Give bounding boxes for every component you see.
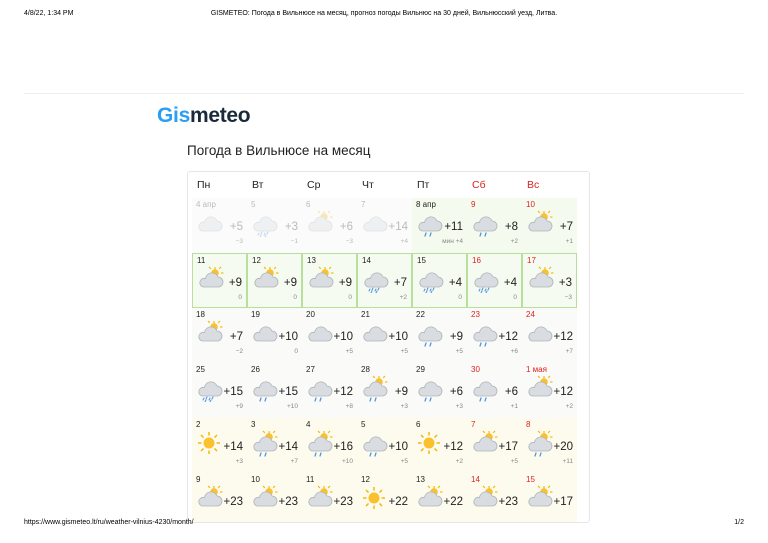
temp-max: +23	[333, 496, 353, 508]
day-cell[interactable]	[412, 363, 467, 418]
print-header	[24, 10, 744, 22]
temp-max: +9	[338, 277, 352, 289]
cloud-rain-icon	[305, 374, 333, 402]
day-cell[interactable]	[192, 253, 247, 308]
cloud-snow-icon	[471, 265, 499, 293]
cloud-snow-icon	[250, 209, 278, 237]
day-cell[interactable]	[302, 363, 357, 418]
weekday-label: Пн	[197, 179, 211, 191]
cloud-rain-icon	[470, 319, 498, 347]
weekday-label: Сб	[472, 179, 486, 191]
temp-max: +14	[223, 441, 243, 453]
sun-cloud-rain-icon	[525, 429, 553, 457]
cloud-rain-icon	[470, 374, 498, 402]
temp-min: −2	[235, 348, 243, 355]
weekday-label: Чт	[362, 179, 374, 191]
day-number: 23	[471, 310, 480, 319]
temp-min: +5	[400, 348, 408, 355]
day-number: 15	[417, 256, 426, 265]
temp-max: +3	[558, 277, 572, 289]
day-number: 14	[471, 475, 480, 484]
temp-max: +14	[388, 221, 408, 233]
day-number: 19	[251, 310, 260, 319]
day-number: 2	[196, 420, 201, 429]
temp-min: −1	[290, 238, 298, 245]
day-number: 9	[471, 200, 476, 209]
day-cell[interactable]	[522, 253, 577, 308]
temp-max: +7	[229, 331, 243, 343]
temp-max: +16	[333, 441, 353, 453]
day-number: 12	[361, 475, 370, 484]
sun-cloud-icon	[195, 319, 223, 347]
day-cell[interactable]	[467, 253, 522, 308]
print-page-title: GISMETEO: Погода в Вильнюсе на месяц, прогноз погоды Вильнюс на 30 дней, Вильнюсский уезд, Литва.	[210, 10, 558, 17]
day-cell[interactable]	[192, 198, 247, 253]
day-number: 10	[526, 200, 535, 209]
sun-cloud-icon	[250, 484, 278, 512]
day-cell[interactable]	[467, 198, 522, 253]
day-number: 16	[472, 256, 481, 265]
temp-min: +3	[235, 458, 243, 465]
temp-min: +10	[341, 458, 353, 465]
sun-cloud-rain-icon	[305, 429, 333, 457]
day-number: 15	[526, 475, 535, 484]
temp-min: 0	[348, 294, 352, 301]
temp-max: +10	[333, 331, 353, 343]
page-title: Погода в Вильнюсе на месяц	[187, 143, 371, 158]
temp-min: +2	[455, 458, 463, 465]
month-calendar	[187, 171, 590, 523]
temp-max: +22	[388, 496, 408, 508]
sun-cloud-icon	[470, 484, 498, 512]
cloud-icon	[360, 209, 388, 237]
temp-min: +3	[400, 403, 408, 410]
temp-max: +23	[278, 496, 298, 508]
temp-max: +14	[278, 441, 298, 453]
temp-min: +3	[455, 403, 463, 410]
day-number: 29	[416, 365, 425, 374]
temp-min: +9	[235, 403, 243, 410]
day-cell[interactable]	[522, 418, 577, 473]
temp-min: +5	[510, 458, 518, 465]
day-number: 22	[416, 310, 425, 319]
temp-min: −3	[235, 238, 243, 245]
day-cell[interactable]	[357, 308, 412, 363]
temp-max: +7	[393, 277, 407, 289]
cloud-rain-icon	[415, 374, 443, 402]
day-cell[interactable]	[522, 363, 577, 418]
header-divider	[24, 93, 744, 94]
temp-min: 0	[458, 294, 462, 301]
temp-min: +1	[565, 238, 573, 245]
day-number: 14	[362, 256, 371, 265]
temp-min: +10	[286, 403, 298, 410]
sun-cloud-icon	[306, 265, 334, 293]
day-cell[interactable]	[357, 253, 412, 308]
sun-cloud-icon	[525, 484, 553, 512]
gismeteo-logo[interactable]	[157, 104, 250, 128]
day-number: 3	[251, 420, 256, 429]
sun-cloud-icon	[195, 484, 223, 512]
temp-max: +10	[388, 331, 408, 343]
day-number: 12	[252, 256, 261, 265]
day-number: 13	[307, 256, 316, 265]
day-cell[interactable]	[247, 198, 302, 253]
temp-min: +2	[399, 294, 407, 301]
temp-max: +17	[498, 441, 518, 453]
day-cell[interactable]	[357, 473, 412, 523]
temp-max: +8	[504, 221, 518, 233]
sun-cloud-rain-icon	[360, 374, 388, 402]
cloud-icon	[305, 319, 333, 347]
day-number: 10	[251, 475, 260, 484]
day-number: 6	[306, 200, 311, 209]
day-cell[interactable]	[192, 473, 247, 523]
day-cell[interactable]	[357, 198, 412, 253]
temp-max: +6	[504, 386, 518, 398]
print-url: https://www.gismeteo.lt/ru/weather-vilnius-4230/month/	[24, 519, 194, 526]
sun-icon	[360, 484, 388, 512]
day-number: 25	[196, 365, 205, 374]
temp-max: +4	[503, 277, 517, 289]
day-cell[interactable]	[247, 308, 302, 363]
day-cell[interactable]	[467, 308, 522, 363]
temp-max: +10	[278, 331, 298, 343]
temp-min: +5	[455, 348, 463, 355]
sun-cloud-icon	[525, 374, 553, 402]
day-cell[interactable]	[412, 308, 467, 363]
weekday-header	[188, 172, 589, 198]
temp-min: +6	[510, 348, 518, 355]
sun-cloud-rain-icon	[250, 429, 278, 457]
day-cell[interactable]	[467, 473, 522, 523]
cloud-icon	[360, 319, 388, 347]
temp-min: 0	[293, 294, 297, 301]
temp-max: +5	[229, 221, 243, 233]
day-number: 7	[471, 420, 476, 429]
cloud-icon	[195, 209, 223, 237]
sun-cloud-icon	[251, 265, 279, 293]
day-cell[interactable]	[302, 198, 357, 253]
day-number: 26	[251, 365, 260, 374]
sun-cloud-icon	[305, 209, 333, 237]
temp-min: −3	[345, 238, 353, 245]
day-cell[interactable]	[192, 363, 247, 418]
day-cell[interactable]	[412, 198, 467, 253]
day-number: 1 мая	[526, 365, 547, 374]
temp-min: +2	[565, 403, 573, 410]
day-number: 21	[361, 310, 370, 319]
temp-min: 0	[238, 294, 242, 301]
temp-max: +22	[443, 496, 463, 508]
temp-min: +7	[565, 348, 573, 355]
temp-min: +11	[562, 458, 573, 465]
temp-min: +5	[400, 458, 408, 465]
temp-min: +5	[345, 348, 353, 355]
day-cell[interactable]	[357, 418, 412, 473]
temp-max: +17	[553, 496, 573, 508]
temp-max: +9	[228, 277, 242, 289]
sun-cloud-icon	[196, 265, 224, 293]
day-cell[interactable]	[412, 418, 467, 473]
day-cell[interactable]	[412, 253, 467, 308]
temp-max: +23	[223, 496, 243, 508]
weekday-label: Пт	[417, 179, 430, 191]
day-number: 6	[416, 420, 421, 429]
temp-max: +12	[553, 331, 573, 343]
cloud-rain-icon	[250, 374, 278, 402]
temp-min: +2	[510, 238, 518, 245]
day-number: 30	[471, 365, 480, 374]
day-number: 13	[416, 475, 425, 484]
weekday-label: Вс	[527, 179, 540, 191]
logo-part-meteo: meteo	[189, 104, 251, 127]
day-cell[interactable]	[192, 308, 247, 363]
temp-max: +12	[333, 386, 353, 398]
day-cell[interactable]	[302, 418, 357, 473]
cloud-snow-icon	[195, 374, 223, 402]
day-number: 9	[196, 475, 201, 484]
cloud-rain-icon	[360, 429, 388, 457]
cloud-snow-icon	[416, 265, 444, 293]
day-cell[interactable]	[247, 418, 302, 473]
day-cell[interactable]	[247, 473, 302, 523]
temp-max: +4	[448, 277, 462, 289]
weekday-label: Ср	[307, 179, 321, 191]
day-cell[interactable]	[247, 253, 302, 308]
temp-min: +4	[400, 238, 408, 245]
day-cell[interactable]	[522, 308, 577, 363]
temp-max: +9	[283, 277, 297, 289]
weekday-label: Вт	[252, 179, 264, 191]
day-number: 7	[361, 200, 366, 209]
temp-min: +7	[290, 458, 298, 465]
temp-min: мин +4	[442, 238, 463, 245]
cloud-icon	[525, 319, 553, 347]
temp-max: +6	[339, 221, 353, 233]
temp-max: +9	[449, 331, 463, 343]
temp-max: +23	[498, 496, 518, 508]
day-number: 8 апр	[416, 200, 436, 209]
day-number: 20	[306, 310, 315, 319]
temp-max: +15	[278, 386, 298, 398]
temp-max: +3	[284, 221, 298, 233]
cloud-rain-icon	[470, 209, 498, 237]
temp-min: +1	[510, 403, 518, 410]
sun-cloud-icon	[470, 429, 498, 457]
temp-min: 0	[513, 294, 517, 301]
day-cell[interactable]	[467, 418, 522, 473]
sun-cloud-icon	[415, 484, 443, 512]
temp-max: +11	[444, 221, 463, 233]
temp-max: +12	[553, 386, 573, 398]
temp-max: +10	[388, 441, 408, 453]
day-cell[interactable]	[522, 473, 577, 523]
day-cell[interactable]	[302, 473, 357, 523]
day-number: 8	[526, 420, 531, 429]
sun-icon	[415, 429, 443, 457]
sun-cloud-icon	[526, 265, 554, 293]
print-footer	[24, 519, 744, 529]
temp-max: +15	[223, 386, 243, 398]
cloud-snow-icon	[361, 265, 389, 293]
day-cell[interactable]	[192, 418, 247, 473]
day-cell[interactable]	[467, 363, 522, 418]
day-number: 24	[526, 310, 535, 319]
print-datetime: 4/8/22, 1:34 PM	[24, 10, 74, 17]
cloud-icon	[250, 319, 278, 347]
day-number: 5	[251, 200, 256, 209]
day-number: 11	[306, 475, 315, 484]
print-page-number: 1/2	[734, 519, 744, 526]
temp-max: +6	[449, 386, 463, 398]
day-number: 17	[527, 256, 536, 265]
sun-icon	[195, 429, 223, 457]
temp-max: +9	[394, 386, 408, 398]
day-number: 27	[306, 365, 315, 374]
day-number: 11	[197, 256, 206, 265]
day-cell[interactable]	[522, 198, 577, 253]
day-number: 18	[196, 310, 205, 319]
temp-min: −3	[564, 294, 572, 301]
day-cell[interactable]	[412, 473, 467, 523]
day-cell[interactable]	[357, 363, 412, 418]
day-number: 5	[361, 420, 366, 429]
day-cell[interactable]	[247, 363, 302, 418]
temp-max: +20	[553, 441, 573, 453]
temp-max: +12	[498, 331, 518, 343]
day-cell[interactable]	[302, 253, 357, 308]
day-cell[interactable]	[302, 308, 357, 363]
logo-part-gis: Gis	[157, 104, 190, 127]
cloud-rain-icon	[415, 319, 443, 347]
cloud-rain-icon	[415, 209, 443, 237]
day-number: 4 апр	[196, 200, 216, 209]
temp-max: +7	[559, 221, 573, 233]
sun-cloud-icon	[525, 209, 553, 237]
sun-cloud-icon	[305, 484, 333, 512]
temp-max: +12	[443, 441, 463, 453]
temp-min: +8	[345, 403, 353, 410]
day-number: 4	[306, 420, 311, 429]
temp-min: 0	[294, 348, 298, 355]
day-number: 28	[361, 365, 370, 374]
